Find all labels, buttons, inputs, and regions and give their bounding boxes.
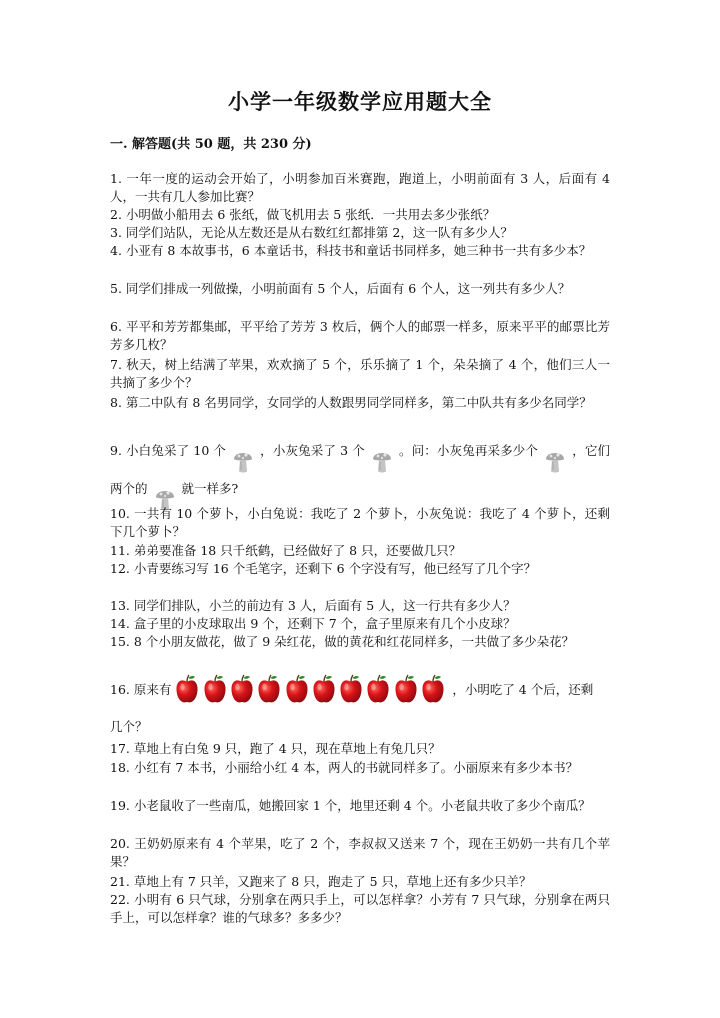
apple-icon	[339, 673, 363, 705]
question-9-part-3: 。问：小灰兔再采多少个	[398, 443, 539, 458]
question-6: 6. 平平和芳芳都集邮，平平给了芳芳 3 枚后，俩个人的邮票一样多，原来平平的邮票比芳芳多几枚？	[110, 319, 610, 352]
question-3: 3. 同学们站队，无论从左数还是从右数红红都排第 2，这一队有多少人？	[110, 225, 513, 240]
question-22: 22. 小明有 6 只气球，分别拿在两只手上，可以怎样拿？小芳有 7 只气球，分别拿在两只手上，可以怎样拿？谁的气球多？多多少？	[110, 892, 610, 925]
question-13: 13. 同学们排队，小兰的前边有 3 人，后面有 5 人，这一行共有多少人？	[110, 598, 516, 613]
apple-icon	[230, 673, 254, 705]
question-15: 15. 8 个小朋友做花，做了 9 朵红花，做的黄花和红花同样多，一共做了多少朵花？	[110, 634, 575, 649]
question-7: 7. 秋天，树上结满了苹果，欢欢摘了 5 个，乐乐摘了 1 个，朵朵摘了 4 个，他们三人一共摘了多少个？	[110, 357, 610, 390]
apple-icon	[203, 673, 227, 705]
question-21: 21. 草地上有 7 只羊，又跑来了 8 只，跑走了 5 只，草地上还有多少只羊？	[110, 874, 532, 889]
question-1: 1. 一年一度的运动会开始了，小明参加百米赛跑，跑道上，小明前面有 3 人，后面有 4 人，一共有几人参加比赛？	[110, 171, 610, 204]
question-14: 14. 盒子里的小皮球取出 9 个，还剩下 7 个，盒子里原来有几个小皮球？	[110, 616, 516, 631]
question-10: 10. 一共有 10 个萝卜，小白兔说：我吃了 2 个萝卜，小灰兔说：我吃了 4 个萝卜，还剩下几个萝卜？	[110, 506, 610, 539]
question-16-part-1: 16. 原来有	[110, 682, 172, 697]
apple-icon	[257, 673, 281, 705]
question-16-part-3: 几个？	[110, 718, 148, 734]
question-12: 12. 小青要练习写 16 个毛笔字，还剩下 6 个字没有写，他已经写了几个字？	[110, 561, 537, 576]
question-17: 17. 草地上有白兔 9 只，跑了 4 只，现在草地上有兔几只？	[110, 741, 441, 756]
apple-icon	[285, 673, 309, 705]
question-5: 5. 同学们排成一列做操，小明前面有 5 个人，后面有 6 个人，这一列共有多少人？	[110, 281, 571, 296]
question-9-part-5: 就一样多?	[181, 481, 239, 496]
apple-row	[175, 673, 448, 709]
question-8: 8. 第二中队有 8 名男同学，女同学的人数跟男同学同样多，第二中队共有多少名同学？	[110, 395, 592, 410]
question-19: 19. 小老鼠收了一些南瓜，她搬回家 1 个，地里还剩 4 个。小老鼠共收了多少个南瓜？	[110, 798, 591, 813]
question-2: 2. 小明做小船用去 6 张纸，做飞机用去 5 张纸．一共用去多少张纸？	[110, 207, 496, 222]
apple-icon	[366, 673, 390, 705]
question-9-part-4: ，它们两个的	[110, 443, 610, 496]
question-20: 20. 王奶奶原来有 4 个苹果，吃了 2 个，李叔叔又送来 7 个，现在王奶奶一共有几个苹果？	[110, 836, 610, 869]
page-title: 小学一年级数学应用题大全	[228, 89, 492, 114]
apple-icon	[175, 673, 199, 705]
mushroom-icon	[544, 445, 566, 475]
mushroom-icon	[371, 445, 393, 475]
mushroom-icon	[232, 445, 254, 475]
question-9-part-2: ，小灰兔采了 3 个	[260, 443, 365, 458]
section-heading: 一. 解答题(共 50 题，共 230 分)	[110, 137, 312, 152]
question-9	[110, 432, 610, 508]
apple-icon	[394, 673, 418, 705]
question-11: 11. 弟弟要准备 18 只千纸鹤，已经做好了 8 只，还要做几只？	[110, 543, 462, 558]
question-9-part-1: 9. 小白兔采了 10 个	[110, 443, 227, 458]
question-4: 4. 小亚有 8 本故事书，6 本童话书，科技书和童话书同样多，她三种书一共有多少本？	[110, 243, 592, 258]
apple-icon	[312, 673, 336, 705]
question-16-part-2: ，小明吃了 4 个后，还剩	[452, 682, 594, 697]
question-16	[110, 672, 610, 745]
question-18: 18. 小红有 7 本书，小丽给小红 4 本，两人的书就同样多了。小丽原来有多少本书？	[110, 760, 579, 775]
apple-icon	[421, 673, 445, 705]
